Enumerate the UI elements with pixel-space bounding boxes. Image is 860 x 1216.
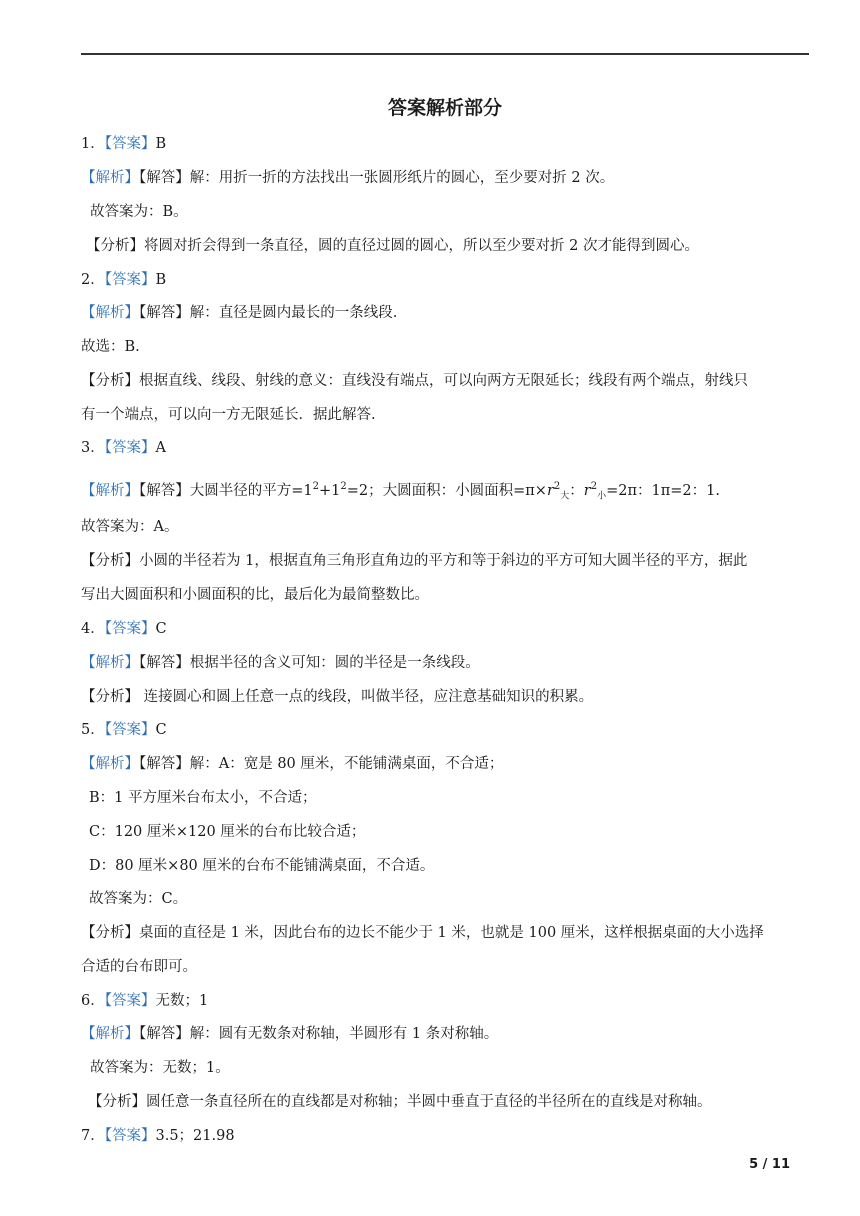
answer-tag: 【答案】 xyxy=(104,722,156,738)
jiexi-tag: 【解析】 xyxy=(81,482,139,499)
jieda-tag: 【解答】 xyxy=(139,482,190,499)
q7-answer-line xyxy=(81,1126,235,1146)
q4-analysis-line xyxy=(81,687,593,707)
superscript: 2 xyxy=(340,481,347,492)
q1-solution-line xyxy=(81,168,614,188)
subscript-big: 大 xyxy=(560,491,570,502)
jieda-tag: 【解答】 xyxy=(139,655,190,671)
q4-analysis: 连接圆心和圆上任意一点的线段，叫做半径，应注意基础知识的积累。 xyxy=(139,689,594,705)
q5-solution-line xyxy=(81,754,503,774)
fenxi-tag: 【分析】 xyxy=(81,689,139,705)
answer-tag: 【答案】 xyxy=(104,272,156,288)
q5-solution: 解：A：宽是 80 厘米，不能铺满桌面，不合适； xyxy=(189,756,504,772)
jiexi-tag: 【解析】 xyxy=(81,170,139,186)
q4-solution: 根据半径的含义可知：圆的半径是一条线段。 xyxy=(189,655,480,671)
q5-conclusion: 故答案为：C。 xyxy=(89,891,188,907)
q3-analysis-line xyxy=(81,551,747,571)
q6-analysis: 圆任意一条直径所在的直线都是对称轴；半圆中垂直于直径的半径所在的直线是对称轴。 xyxy=(146,1094,712,1110)
q7-number: 7． xyxy=(81,1128,105,1144)
q5-number: 5． xyxy=(81,722,105,738)
jieda-tag: 【解答】 xyxy=(139,305,190,321)
q1-answer-line xyxy=(81,134,166,154)
fenxi-tag: 【分析】 xyxy=(81,925,139,941)
ratio-colon: ： xyxy=(569,482,584,499)
fenxi-tag: 【分析】 xyxy=(88,1094,146,1110)
fenxi-tag: 【分析】 xyxy=(81,553,139,569)
q6-answer: 无数；1 xyxy=(155,993,209,1009)
jieda-tag: 【解答】 xyxy=(139,170,190,186)
q4-answer-line xyxy=(81,619,167,639)
q4-number: 4． xyxy=(81,621,105,637)
q3-sol-b: +1 xyxy=(319,482,341,499)
q3-answer-line xyxy=(81,438,166,458)
q6-number: 6． xyxy=(81,993,105,1009)
q1-analysis-line xyxy=(86,236,699,256)
q5-option-b: B：1 平方厘米台布太小，不合适； xyxy=(89,790,317,806)
q2-analysis-2: 有一个端点，可以向一方无限延长．据此解答. xyxy=(81,407,376,423)
q2-analysis-1: 根据直线、线段、射线的意义：直线没有端点，可以向两方无限延长；线段有两个端点，射线只 xyxy=(139,373,748,389)
q3-solution-line xyxy=(81,477,720,507)
jiexi-tag: 【解析】 xyxy=(81,655,139,671)
q1-number: 1． xyxy=(81,136,105,152)
q5-analysis-2: 合适的台布即可。 xyxy=(81,959,197,975)
q2-solution: 解：直径是圆内最长的一条线段. xyxy=(189,305,398,321)
q2-solution-line xyxy=(81,303,397,323)
q6-solution-line xyxy=(81,1024,498,1044)
q5-option-d: D：80 厘米×80 厘米的台布不能铺满桌面，不合适。 xyxy=(89,858,435,874)
q2-conclusion: 故选：B. xyxy=(81,339,140,355)
superscript: 2 xyxy=(590,481,598,492)
subscript-small: 小 xyxy=(597,491,607,502)
superscript: 2 xyxy=(312,481,319,492)
fenxi-tag: 【分析】 xyxy=(86,238,144,254)
jiexi-tag: 【解析】 xyxy=(81,1026,139,1042)
header-rule xyxy=(81,53,809,55)
q2-analysis-line xyxy=(81,371,748,391)
radius-symbol: r xyxy=(583,482,591,499)
q4-answer: C xyxy=(155,621,167,637)
q5-answer: C xyxy=(155,722,167,738)
jiexi-tag: 【解析】 xyxy=(81,756,139,772)
q5-answer-line xyxy=(81,720,167,740)
jieda-tag: 【解答】 xyxy=(139,756,190,772)
answer-tag: 【答案】 xyxy=(104,136,156,152)
q1-solution: 解：用折一折的方法找出一张圆形纸片的圆心，至少要对折 2 次。 xyxy=(189,170,615,186)
q1-conclusion: 故答案为：B。 xyxy=(90,204,188,220)
fenxi-tag: 【分析】 xyxy=(81,373,139,389)
answer-tag: 【答案】 xyxy=(104,993,156,1009)
answer-tag: 【答案】 xyxy=(104,1128,156,1144)
q6-solution: 解：圆有无数条对称轴，半圆形有 1 条对称轴。 xyxy=(189,1026,499,1042)
q3-conclusion: 故答案为：A。 xyxy=(81,519,179,535)
q3-sol-d: =2π：1π=2：1. xyxy=(606,482,720,499)
radius-symbol: r xyxy=(546,482,554,499)
q1-answer: B xyxy=(155,136,167,152)
q2-answer: B xyxy=(155,272,167,288)
q2-number: 2． xyxy=(81,272,105,288)
q7-answer: 3.5；21.98 xyxy=(155,1128,235,1144)
page-number: 5 / 11 xyxy=(749,1157,790,1172)
answer-tag: 【答案】 xyxy=(104,440,156,456)
q3-number: 3． xyxy=(81,440,105,456)
q5-analysis-1: 桌面的直径是 1 米，因此台布的边长不能少于 1 米，也就是 100 厘米，这样根据桌面的大小选择 xyxy=(139,925,764,941)
q3-sol-a: 大圆半径的平方=1 xyxy=(189,482,313,499)
q6-answer-line xyxy=(81,991,208,1011)
q3-answer: A xyxy=(155,440,166,456)
page-title: 答案解析部分 xyxy=(387,97,502,119)
jieda-tag: 【解答】 xyxy=(139,1026,190,1042)
q2-answer-line xyxy=(81,270,166,290)
q1-analysis: 将圆对折会得到一条直径，圆的直径过圆的圆心，所以至少要对折 2 次才能得到圆心。 xyxy=(144,238,699,254)
q5-analysis-line xyxy=(81,923,764,943)
q3-analysis-2: 写出大圆面积和小圆面积的比，最后化为最简整数比。 xyxy=(81,587,429,603)
answer-tag: 【答案】 xyxy=(104,621,156,637)
q3-sol-c: =2；大圆面积：小圆面积=π× xyxy=(346,482,547,499)
superscript: 2 xyxy=(553,481,561,492)
q6-analysis-line xyxy=(88,1092,712,1112)
q6-conclusion: 故答案为：无数；1。 xyxy=(90,1060,230,1076)
q3-analysis-1: 小圆的半径若为 1，根据直角三角形直角边的平方和等于斜边的平方可知大圆半径的平方，据此 xyxy=(139,553,748,569)
q4-solution-line xyxy=(81,653,480,673)
q5-option-c: C：120 厘米×120 厘米的台布比较合适； xyxy=(89,824,366,840)
jiexi-tag: 【解析】 xyxy=(81,305,139,321)
